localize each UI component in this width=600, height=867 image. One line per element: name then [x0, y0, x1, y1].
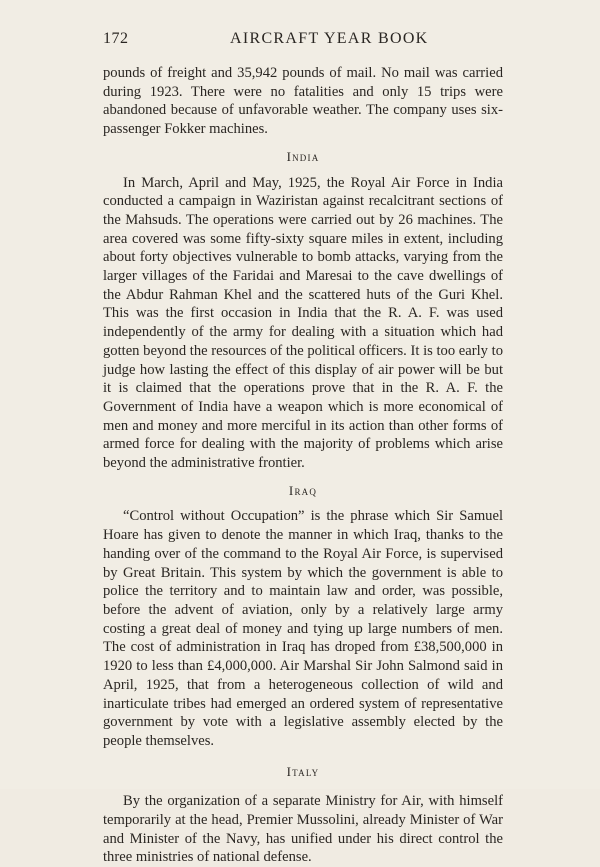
italy-paragraph: By the organization of a separate Ministry for Air, with himself temporarily at the head, Premier Mussolini, already Minister of War and Minister of the Navy, has unified under his direct control the three ministries of national defense. — [103, 793, 503, 866]
india-paragraph: In March, April and May, 1925, the Royal Air Force in India conducted a campaign in Waziristan against recalcitrant sections of the Mahsuds. The operations were carried out by 26 machines. The area covered was some fifty-sixty square miles in extent, including about forty objectives vulnerable to bomb attacks, varying from the larger villages of the Faridai and Maresai to the cave dwellings of the Abdur Rahman Khel and the scattered huts of the Guri Khel. This was the first occasion in India that the R. A. F. was used independently of the army for dealing with a situation which had gotten beyond the resources of the political officers. It is too early to judge how lasting the effect of this display of air power will be but it is claimed that the operations prove that in the R. A. F. the Government of India have a weapon which is more economical of men and money and more merciful in its action than other forms of armed force for dealing with the majority of problems which arise beyond the administrative frontier. — [103, 174, 503, 472]
section-heading-italy: Italy — [286, 763, 320, 779]
page-body — [103, 64, 503, 867]
section-heading-india: India — [286, 148, 320, 164]
running-title: AIRCRAFT YEAR BOOK — [230, 30, 429, 47]
section-heading-iraq: Iraq — [288, 482, 318, 498]
page-number: 172 — [103, 30, 129, 47]
iraq-paragraph: “Control without Occupation” is the phrase which Sir Samuel Hoare has given to denote the manner in which Iraq, thanks to the handing over of the command to the Royal Air Force, is supervised by Great Britain. This system by which the government is able to police the territory and to maintain law and order, was possible, before the advent of aviation, only by a relatively large army costing a great deal of money and tying up large numbers of men. The cost of administration in Iraq has droped from £38,500,000 in 1920 to less than £4,000,000. Air Marshal Sir John Salmond said in April, 1925, that from a heterogeneous collection of wild and inarticulate tribes had emerged an ordered system of representative government by vote with a legislative assembly elected by the people themselves. — [103, 508, 503, 749]
page-header — [103, 30, 503, 50]
intro-paragraph: pounds of freight and 35,942 pounds of mail. No mail was carried during 1923. There were no fatalities and only 15 trips were abandoned because of unfavorable weather. The company uses six-passenger Fokker machines. — [103, 65, 503, 138]
